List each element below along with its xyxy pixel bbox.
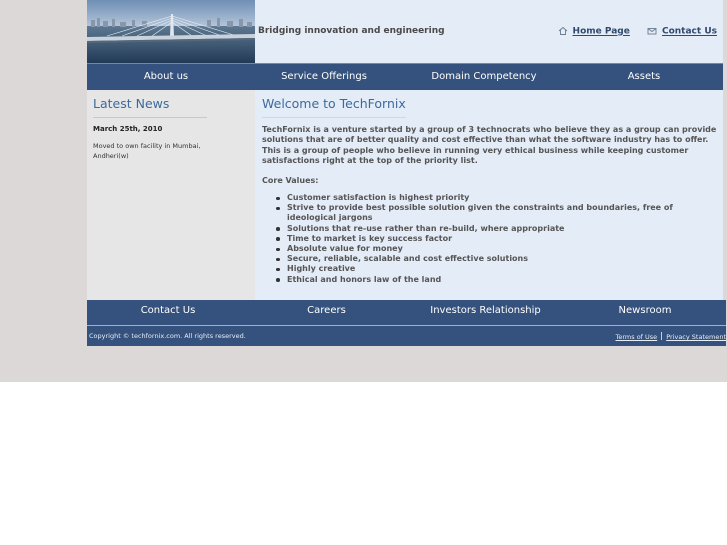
nav-item-domain-competency[interactable]: Domain Competency bbox=[431, 71, 537, 82]
home-page-link[interactable]: Home Page bbox=[572, 26, 630, 37]
privacy-statement-link[interactable]: Privacy Statement bbox=[666, 333, 726, 341]
core-values-list bbox=[262, 193, 717, 285]
tagline: Bridging innovation and engineering bbox=[258, 26, 445, 36]
terms-of-use-link[interactable]: Terms of Use bbox=[615, 333, 658, 341]
list-item: Highly creative bbox=[287, 264, 717, 274]
main-content bbox=[255, 90, 723, 300]
contact-us-link[interactable]: Contact Us bbox=[661, 26, 717, 37]
footer-nav bbox=[87, 300, 726, 325]
core-values-heading: Core Values: bbox=[262, 176, 319, 185]
news-date: March 25th, 2010 bbox=[93, 125, 163, 133]
divider bbox=[93, 117, 207, 118]
separator bbox=[661, 332, 662, 340]
list-item: Time to market is key success factor bbox=[287, 234, 717, 244]
copyright-text: Copyright © techfornix.com. All rights reserved. bbox=[89, 332, 246, 340]
page-title: Welcome to TechFornix bbox=[262, 96, 406, 111]
footer-investors-relationship-link[interactable]: Investors Relationship bbox=[430, 305, 541, 316]
footer-newsroom-link[interactable]: Newsroom bbox=[618, 305, 672, 316]
divider bbox=[262, 117, 406, 118]
header bbox=[87, 0, 723, 63]
list-item: Solutions that re-use rather than re-build, where appropriate bbox=[287, 224, 717, 234]
footer-careers-link[interactable]: Careers bbox=[307, 305, 346, 316]
envelope-icon[interactable] bbox=[647, 26, 657, 36]
main-nav bbox=[87, 63, 723, 90]
list-item: Ethical and honors law of the land bbox=[287, 275, 717, 285]
nav-item-assets[interactable]: Assets bbox=[627, 71, 661, 82]
legal-links bbox=[616, 332, 727, 341]
news-text: Moved to own facility in Mumbai, Andheri(w) bbox=[93, 142, 201, 160]
nav-item-about-us[interactable]: About us bbox=[143, 71, 189, 82]
footer-bottom bbox=[87, 326, 726, 346]
footer-contact-us-link[interactable]: Contact Us bbox=[140, 305, 196, 316]
sidebar bbox=[87, 90, 255, 300]
banner-image bbox=[87, 0, 255, 63]
latest-news-heading: Latest News bbox=[93, 96, 170, 111]
page-container bbox=[87, 0, 726, 346]
list-item: Customer satisfaction is highest priority bbox=[287, 193, 717, 203]
intro-paragraph: TechFornix is a venture started by a group of 3 technocrats who believe they as a group can provide solutions that are of better quality and cost effective than what the software industry has to offer. This is a group of people who believe in running very ethical business while keeping customer satisfactions right at the top of the priority list. bbox=[262, 125, 717, 165]
top-links bbox=[544, 26, 717, 37]
nav-item-service-offerings[interactable]: Service Offerings bbox=[281, 71, 367, 82]
list-item: Strive to provide best possible solution given the constraints and boundaries, free of ideological jargons bbox=[287, 203, 717, 223]
list-item: Secure, reliable, scalable and cost effective solutions bbox=[287, 254, 717, 264]
home-icon[interactable] bbox=[558, 26, 568, 36]
list-item: Absolute value for money bbox=[287, 244, 717, 254]
